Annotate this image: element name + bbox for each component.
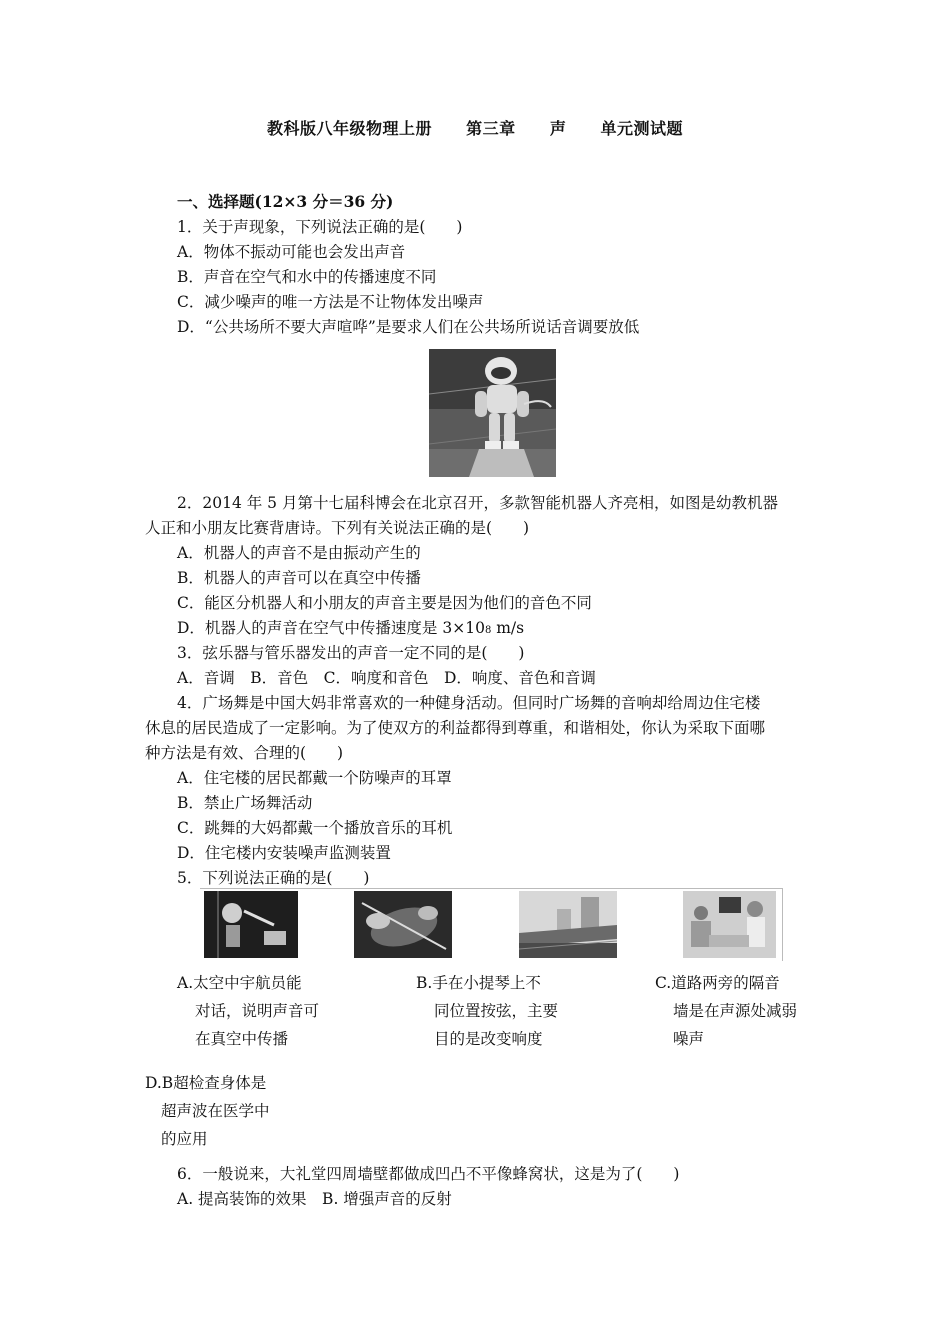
title-part-book: 教科版八年级物理上册 <box>266 119 432 138</box>
q5-stem: 5．下列说法正确的是( ) <box>177 869 370 887</box>
q5-option-c-line3: 噪声 <box>673 1030 705 1048</box>
q2-stem-line2: 人正和小朋友比赛背唐诗。下列有关说法正确的是( ) <box>145 519 530 537</box>
q5-option-a-line1: A.太空中宇航员能 <box>177 974 302 992</box>
q4-stem-line3: 种方法是有效、合理的( ) <box>145 744 344 762</box>
page-title <box>0 116 950 139</box>
q5-option-b-line3: 目的是改变响度 <box>434 1030 543 1048</box>
q3-stem: 3．弦乐器与管乐器发出的声音一定不同的是( ) <box>177 644 525 662</box>
q1-option-a: A．物体不振动可能也会发出声音 <box>177 243 406 261</box>
q5-option-a-line2: 对话，说明声音可 <box>195 1002 320 1020</box>
q4-stem-line1: 4．广场舞是中国大妈非常喜欢的一种健身活动。但同时广场舞的音响却给周边住宅楼 <box>177 694 761 712</box>
q4-stem-line2: 休息的居民造成了一定影响。为了使双方的利益都得到尊重，和谐相处，你认为采取下面哪 <box>145 719 766 737</box>
q5-option-b-line2: 同位置按弦，主要 <box>434 1002 559 1020</box>
sound-barrier-photo <box>519 891 617 958</box>
q2-option-d-exponent: 8 <box>484 625 492 636</box>
q5-option-d-line2: 超声波在医学中 <box>161 1102 270 1120</box>
q6-stem: 6．一般说来，大礼堂四周墙壁都做成凹凸不平像蜂窝状，这是为了( ) <box>177 1165 680 1183</box>
q4-option-b: B．禁止广场舞活动 <box>177 794 313 812</box>
q1-option-d: D．“公共场所不要大声喧哗”是要求人们在公共场所说话音调要放低 <box>177 318 640 336</box>
title-part-chapter: 第三章 <box>466 119 516 138</box>
q2-option-a: A．机器人的声音不是由振动产生的 <box>177 544 421 562</box>
q5-option-c-line1: C.道路两旁的隔音 <box>655 974 780 992</box>
violin-photo <box>354 891 452 958</box>
q5-option-d-line1: D.B超检查身体是 <box>145 1074 267 1092</box>
q3-options: A．音调 B．音色 C．响度和音色 D．响度、音色和音调 <box>177 669 596 687</box>
section-heading: 一、选择题(12×3 分＝36 分) <box>177 192 394 211</box>
title-part-test: 单元测试题 <box>600 119 684 138</box>
q5-option-b-line1: B.手在小提琴上不 <box>416 974 541 992</box>
q5-option-d-line3: 的应用 <box>161 1130 208 1148</box>
q1-stem: 1．关于声现象，下列说法正确的是( ) <box>177 218 463 236</box>
ultrasound-photo <box>683 891 776 958</box>
q5-option-c-line2: 墙是在声源处减弱 <box>673 1002 798 1020</box>
q2-option-d <box>177 618 524 641</box>
robot-photo <box>429 349 556 477</box>
title-part-topic: 声 <box>549 119 567 138</box>
q1-option-b: B．声音在空气和水中的传播速度不同 <box>177 268 437 286</box>
q2-option-c: C．能区分机器人和小朋友的声音主要是因为他们的音色不同 <box>177 594 592 612</box>
astronaut-photo <box>204 891 298 958</box>
q4-option-a: A．住宅楼的居民都戴一个防噪声的耳罩 <box>177 769 452 787</box>
q4-option-c: C．跳舞的大妈都戴一个播放音乐的耳机 <box>177 819 453 837</box>
q4-option-d: D．住宅楼内安装噪声监测装置 <box>177 844 391 862</box>
q6-options: A. 提高装饰的效果 B. 增强声音的反射 <box>177 1190 452 1208</box>
q2-option-d-unit: m/s <box>491 619 525 637</box>
q2-stem-line1: 2．2014 年 5 月第十七届科博会在北京召开，多款智能机器人齐亮相，如图是幼教机器 <box>177 494 778 512</box>
q5-option-a-line3: 在真空中传播 <box>195 1030 289 1048</box>
q2-option-d-text: D．机器人的声音在空气中传播速度是 3×10 <box>177 619 485 637</box>
q2-option-b: B．机器人的声音可以在真空中传播 <box>177 569 421 587</box>
q1-option-c: C．减少噪声的唯一方法是不让物体发出噪声 <box>177 293 484 311</box>
